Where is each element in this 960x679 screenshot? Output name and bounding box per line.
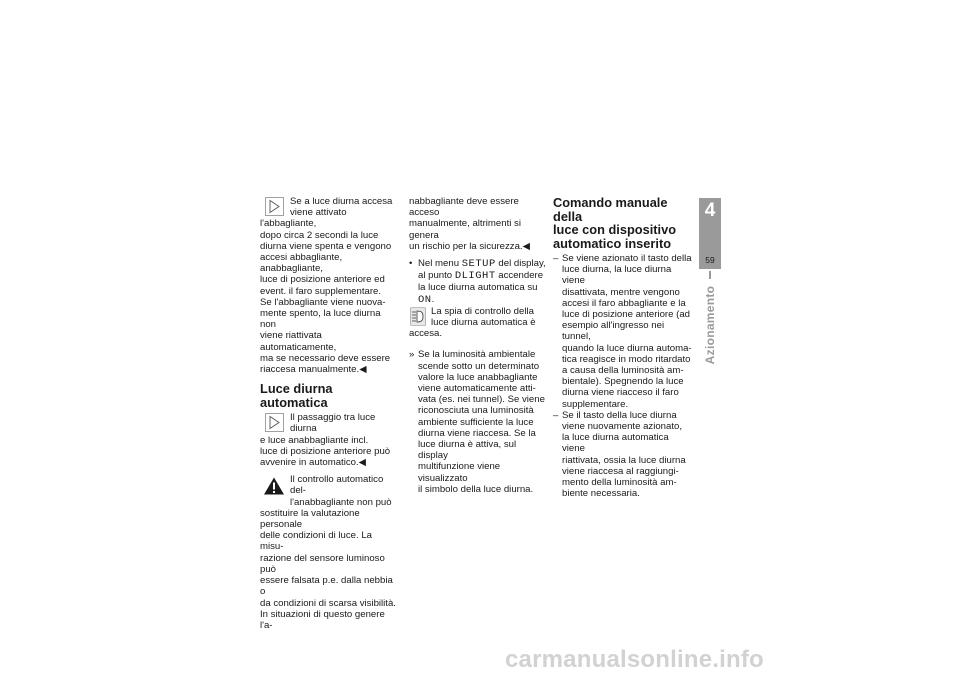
item1-line-2: luce diurna, la luce diurna viene xyxy=(562,264,672,287)
note-triangle-icon xyxy=(265,413,284,432)
para2-line-3: viene riattivata automaticamente, xyxy=(260,330,337,353)
indicator-note xyxy=(409,306,547,340)
result-block xyxy=(409,349,547,495)
item2-line-3: la luce diurna automatica viene xyxy=(562,432,669,455)
text-column-2 xyxy=(409,196,547,495)
step-line-1: Nel menu SETUP del display, xyxy=(418,258,546,271)
item2-line-7: biente necessaria. xyxy=(562,488,640,500)
item2-line-6: mento della luminosità am- xyxy=(562,477,677,489)
result-line-8: diurna viene riaccesa. Se la xyxy=(418,427,536,439)
menu-on-label: ON xyxy=(418,293,432,306)
step-line-2: al punto DLIGHT accendere xyxy=(418,270,544,283)
warning-line-3: sostituire la valutazione personale xyxy=(260,507,360,531)
warning-line-5: razione del sensore luminoso può xyxy=(260,552,385,575)
item1-line-11: diurna viene riacceso il faro xyxy=(562,387,679,399)
section-heading-luce-diurna-automatica: Luce diurna automatica xyxy=(260,381,333,410)
list-item xyxy=(553,410,693,500)
result-line-5: vata (es. nei tunnel). Se viene xyxy=(418,394,545,406)
note1-line-4: diurna viene spenta e vengono xyxy=(260,240,392,252)
cont-line-1: nabbagliante deve essere acceso xyxy=(409,196,519,219)
item1-line-1: Se viene azionato il tasto della xyxy=(562,253,692,264)
note2-line-1: Il passaggio tra luce diurna xyxy=(290,412,376,435)
note2-line-4: avvenire in automatico.◀ xyxy=(260,457,367,469)
note1-line-2: viene attivato l'abbagliante, xyxy=(260,207,347,230)
watermark: carmanualsonline.info xyxy=(505,646,764,673)
item1-line-7: quando la luce diurna automa- xyxy=(562,342,692,354)
item1-line-8: tica reagisce in modo ritardato xyxy=(562,353,691,365)
item2-line-5: viene riaccesa al raggiungi- xyxy=(562,465,679,477)
result-line-1: Se la luminosità ambientale xyxy=(418,349,536,361)
dash-mark: – xyxy=(553,253,559,264)
warning-line-2: l'anabbagliante non può xyxy=(290,496,392,508)
step-line-3: la luce diurna automatica su xyxy=(418,282,538,294)
warning-block xyxy=(260,474,398,631)
chapter-tab xyxy=(699,198,721,269)
note-block-1 xyxy=(260,196,398,297)
list-item xyxy=(553,253,693,410)
note1-line-7: event. il faro supplementare. xyxy=(260,285,382,297)
result-mark: » xyxy=(409,349,415,361)
result-line-9: luce diurna è attiva, sul display xyxy=(418,439,517,462)
end-mark: ◀ xyxy=(522,240,530,252)
warning-line-7: da condizioni di scarsa visibilità. xyxy=(260,597,396,609)
end-mark: ◀ xyxy=(358,457,367,469)
indicator-line-1: La spia di controllo della xyxy=(431,305,534,317)
para2-line-4: ma se necessario deve essere xyxy=(260,352,391,364)
result-line-6: riconosciuta una luminosità xyxy=(418,405,534,417)
result-line-2: scende sotto un determinato xyxy=(418,360,540,372)
warning-line-6: essere falsata p.e. dalla nebbia o xyxy=(260,575,393,598)
note1-line-1: Se a luce diurna accesa xyxy=(290,196,393,207)
para2-line-5: riaccesa manualmente.◀ xyxy=(260,364,367,376)
item2-line-2: viene nuovamente azionato, xyxy=(562,421,683,433)
note-block-2 xyxy=(260,412,398,468)
item1-line-6: esempio all'ingresso nei tunnel, xyxy=(562,320,665,343)
text-column-3 xyxy=(553,196,693,499)
menu-setup-label: SETUP xyxy=(461,258,496,271)
item2-line-1: Se il tasto della luce diurna xyxy=(562,409,677,421)
para2-line-1: Se l'abbagliante viene nuova- xyxy=(260,296,386,308)
item1-line-10: bientale). Spegnendo la luce xyxy=(562,376,684,388)
step-line-4: ON. xyxy=(418,293,435,306)
note2-line-3: luce di posizione anteriore può xyxy=(260,445,391,457)
item1-line-4: accesi il faro abbagliante e la xyxy=(562,297,686,309)
chapter-side-title: Azionamento xyxy=(703,285,717,365)
text-column-1 xyxy=(260,196,398,631)
warning-line-8: In situazioni di questo genere l'a- xyxy=(260,608,385,631)
note1-line-5: accesi abbagliante, anabbagliante, xyxy=(260,252,343,275)
warning-line-4: delle condizioni di luce. La misu- xyxy=(260,530,373,553)
end-mark: ◀ xyxy=(359,364,367,376)
result-line-3: valore la luce anabbagliante xyxy=(418,371,538,383)
result-line-10: multifunzione viene visualizzato xyxy=(418,461,501,484)
note-triangle-icon xyxy=(265,197,284,216)
item1-line-9: a causa della luminosità am- xyxy=(562,365,684,377)
warning-line-1: Il controllo automatico del- xyxy=(290,474,384,497)
result-line-7: ambiente sufficiente la luce xyxy=(418,416,534,428)
item2-line-4: riattivata, ossia la luce diurna xyxy=(562,454,686,466)
dash-mark: – xyxy=(553,409,559,421)
indicator-line-2: luce diurna automatica è xyxy=(431,317,536,329)
note1-line-6: luce di posizione anteriore ed xyxy=(260,274,385,286)
note2-line-2: e luce anabbagliante incl. xyxy=(260,434,369,446)
page-number: 59 xyxy=(705,255,715,265)
section-heading-comando-manuale: Comando manuale della luce con dispositivo automatico inserito xyxy=(553,195,677,251)
warning-icon xyxy=(263,476,285,496)
result-line-4: viene automaticamente atti- xyxy=(418,383,536,395)
item1-line-5: luce di posizione anteriore (ad xyxy=(562,309,690,321)
result-line-11: il simbolo della luce diurna. xyxy=(418,483,534,495)
item1-line-12: supplementare. xyxy=(562,398,629,410)
daylight-indicator-icon xyxy=(410,307,426,326)
cont-line-2: manualmente, altrimenti si genera xyxy=(409,218,521,241)
note1-line-3: dopo circa 2 secondi la luce xyxy=(260,229,379,241)
indicator-line-3: accesa. xyxy=(409,328,443,340)
item1-line-3: disattivata, mentre vengono xyxy=(562,286,680,298)
bullet-mark: • xyxy=(409,258,413,270)
chapter-number: 4 xyxy=(704,200,716,221)
menu-dlight-label: DLIGHT xyxy=(454,270,496,283)
instruction-step xyxy=(409,258,547,306)
para2-line-2: mente spento, la luce diurna non xyxy=(260,308,381,331)
cont-line-3: un rischio per la sicurezza.◀ xyxy=(409,240,530,252)
